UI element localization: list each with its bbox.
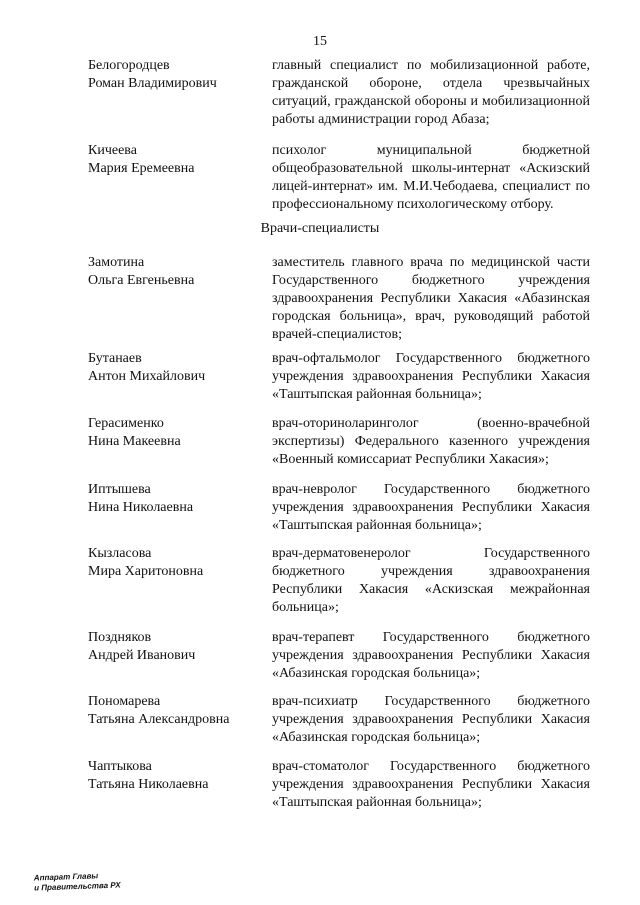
person-name <box>88 545 268 581</box>
person-name <box>88 57 268 93</box>
person-given-name: Роман Владимирович <box>88 76 217 91</box>
person-surname: Герасименко <box>88 416 164 431</box>
person-position: врач-офтальмолог Государственного бюджетного учреждения здравоохранения Республики Хакасия «Таштыпская районная больница»; <box>272 351 590 402</box>
person-position: врач-невролог Государственного бюджетного учреждения здравоохранения Республики Хакасия «Таштыпская районная больница»; <box>272 482 590 533</box>
person-name <box>88 415 268 451</box>
person-position: главный специалист по мобилизационной работе, гражданской обороне, отдела чрезвычайных ситуаций, гражданской обороны и мобилизационной работы администрации город Абаза; <box>272 58 590 127</box>
page-number: 15 <box>313 34 327 49</box>
person-name <box>88 481 268 517</box>
person-position: заместитель главного врача по медицинской части Государственного бюджетного учреждения здравоохранения Республики Хакасия «Абазинская городская больница», врач, руководящий работой врачей-специалистов; <box>272 255 590 342</box>
person-surname: Бутанаев <box>88 351 142 366</box>
person-given-name: Нина Макеевна <box>88 434 181 449</box>
person-surname: Кичеева <box>88 143 137 158</box>
person-given-name: Мария Еремеевна <box>88 161 195 176</box>
person-position: врач-терапевт Государственного бюджетного учреждения здравоохранения Республики Хакасия «Абазинская городская больница»; <box>272 630 590 681</box>
person-given-name: Антон Михайлович <box>88 369 206 384</box>
person-surname: Пономарева <box>88 694 161 709</box>
person-surname: Иптышева <box>88 482 151 497</box>
person-surname: Кызласова <box>88 546 152 561</box>
person-position: врач-оториноларинголог (военно-врачебной экспертизы) Федерального казенного учреждения «Военный комиссариат Республики Хакасия»; <box>272 416 590 467</box>
section-heading: Врачи-специалисты <box>260 221 380 236</box>
person-position: врач-дерматовенеролог Государственного бюджетного учреждения здравоохранения Республики Хакасия «Аскизская межрайонная больница»; <box>272 546 590 615</box>
person-given-name: Нина Николаевна <box>88 500 194 515</box>
person-given-name: Мира Харитоновна <box>88 564 204 579</box>
stamp-line: Аппарат Главы <box>33 871 99 883</box>
person-given-name: Татьяна Николаевна <box>88 777 209 792</box>
person-position: врач-психиатр Государственного бюджетного учреждения здравоохранения Республики Хакасия «Абазинская городская больница»; <box>272 694 590 745</box>
person-name <box>88 350 268 386</box>
person-surname: Белогородцев <box>88 58 170 73</box>
stamp-line: и Правительства РХ <box>34 880 121 893</box>
person-given-name: Ольга Евгеньевна <box>88 273 195 288</box>
person-given-name: Андрей Иванович <box>88 648 196 663</box>
person-position: психолог муниципальной бюджетной общеобразовательной школы-интернат «Аскизский лицей-интернат» им. М.И.Чебодаева, специалист по профессиональному психологическому отбору. <box>272 143 590 212</box>
person-surname: Замотина <box>88 255 145 270</box>
person-name <box>88 758 268 794</box>
person-name <box>88 693 268 729</box>
person-name <box>88 629 268 665</box>
person-name <box>88 142 268 178</box>
person-surname: Чаптыкова <box>88 759 152 774</box>
person-name <box>88 254 268 290</box>
person-position: врач-стоматолог Государственного бюджетного учреждения здравоохранения Республики Хакасия «Таштыпская районная больница»; <box>272 759 590 810</box>
person-surname: Поздняков <box>88 630 152 645</box>
person-given-name: Татьяна Александровна <box>88 712 230 727</box>
office-stamp <box>34 870 121 893</box>
